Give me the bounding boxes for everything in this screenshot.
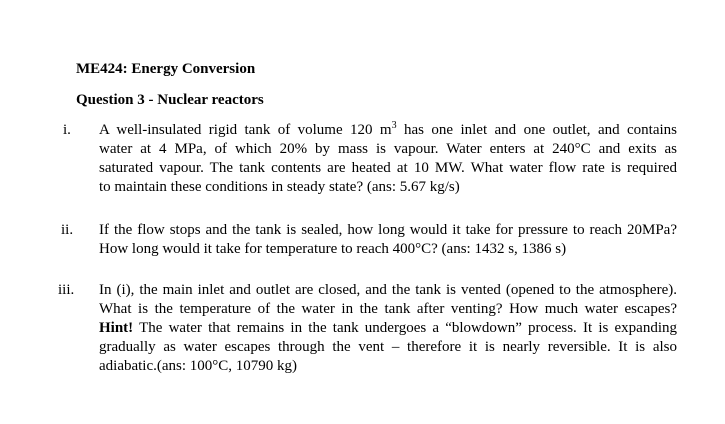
text-line: to maintain these conditions in steady state? (ans: 5.67 kg/s) [99, 179, 460, 195]
item-number: ii. [61, 222, 74, 238]
item-text [99, 121, 677, 197]
superscript: 3 [391, 120, 397, 131]
text-segment: has one inlet and one outlet, and contains [396, 122, 678, 138]
text-line [99, 121, 677, 140]
text-line: How long would it take for temperature to reach 400°C? (ans: 1432 s, 1386 s) [99, 241, 567, 257]
text-line [99, 319, 677, 338]
text-line: saturated vapour. The tank contents are heated at 10 MW. What water flow rate is required [99, 160, 677, 176]
item-number: i. [63, 122, 71, 138]
text-line: gradually as water escapes through the vent – therefore it is nearly reversible. It is also [99, 339, 677, 355]
text-line: If the flow stops and the tank is sealed, how long would it take for pressure to reach 20MPa? [99, 222, 677, 238]
course-title: ME424: Energy Conversion [76, 61, 256, 77]
text-segment: The water that remains in the tank undergoes a “blowdown” process. It is expanding [133, 320, 677, 336]
item-number: iii. [58, 282, 75, 298]
hint-label: Hint! [99, 320, 134, 336]
item-text [99, 221, 677, 259]
text-line: What is the temperature of the water in the tank after venting? How much water escapes? [99, 301, 677, 317]
item-text [99, 281, 677, 376]
text-line: adiabatic.(ans: 100°C, 10790 kg) [99, 358, 298, 374]
text-line: In (i), the main inlet and outlet are closed, and the tank is vented (opened to the atmosphere). [99, 282, 677, 298]
question-title: Question 3 - Nuclear reactors [76, 92, 264, 108]
text-line: water at 4 MPa, of which 20% by mass is vapour. Water enters at 240°C and exits as [99, 141, 677, 157]
text-segment: A well-insulated rigid tank of volume 120 m [99, 122, 392, 138]
